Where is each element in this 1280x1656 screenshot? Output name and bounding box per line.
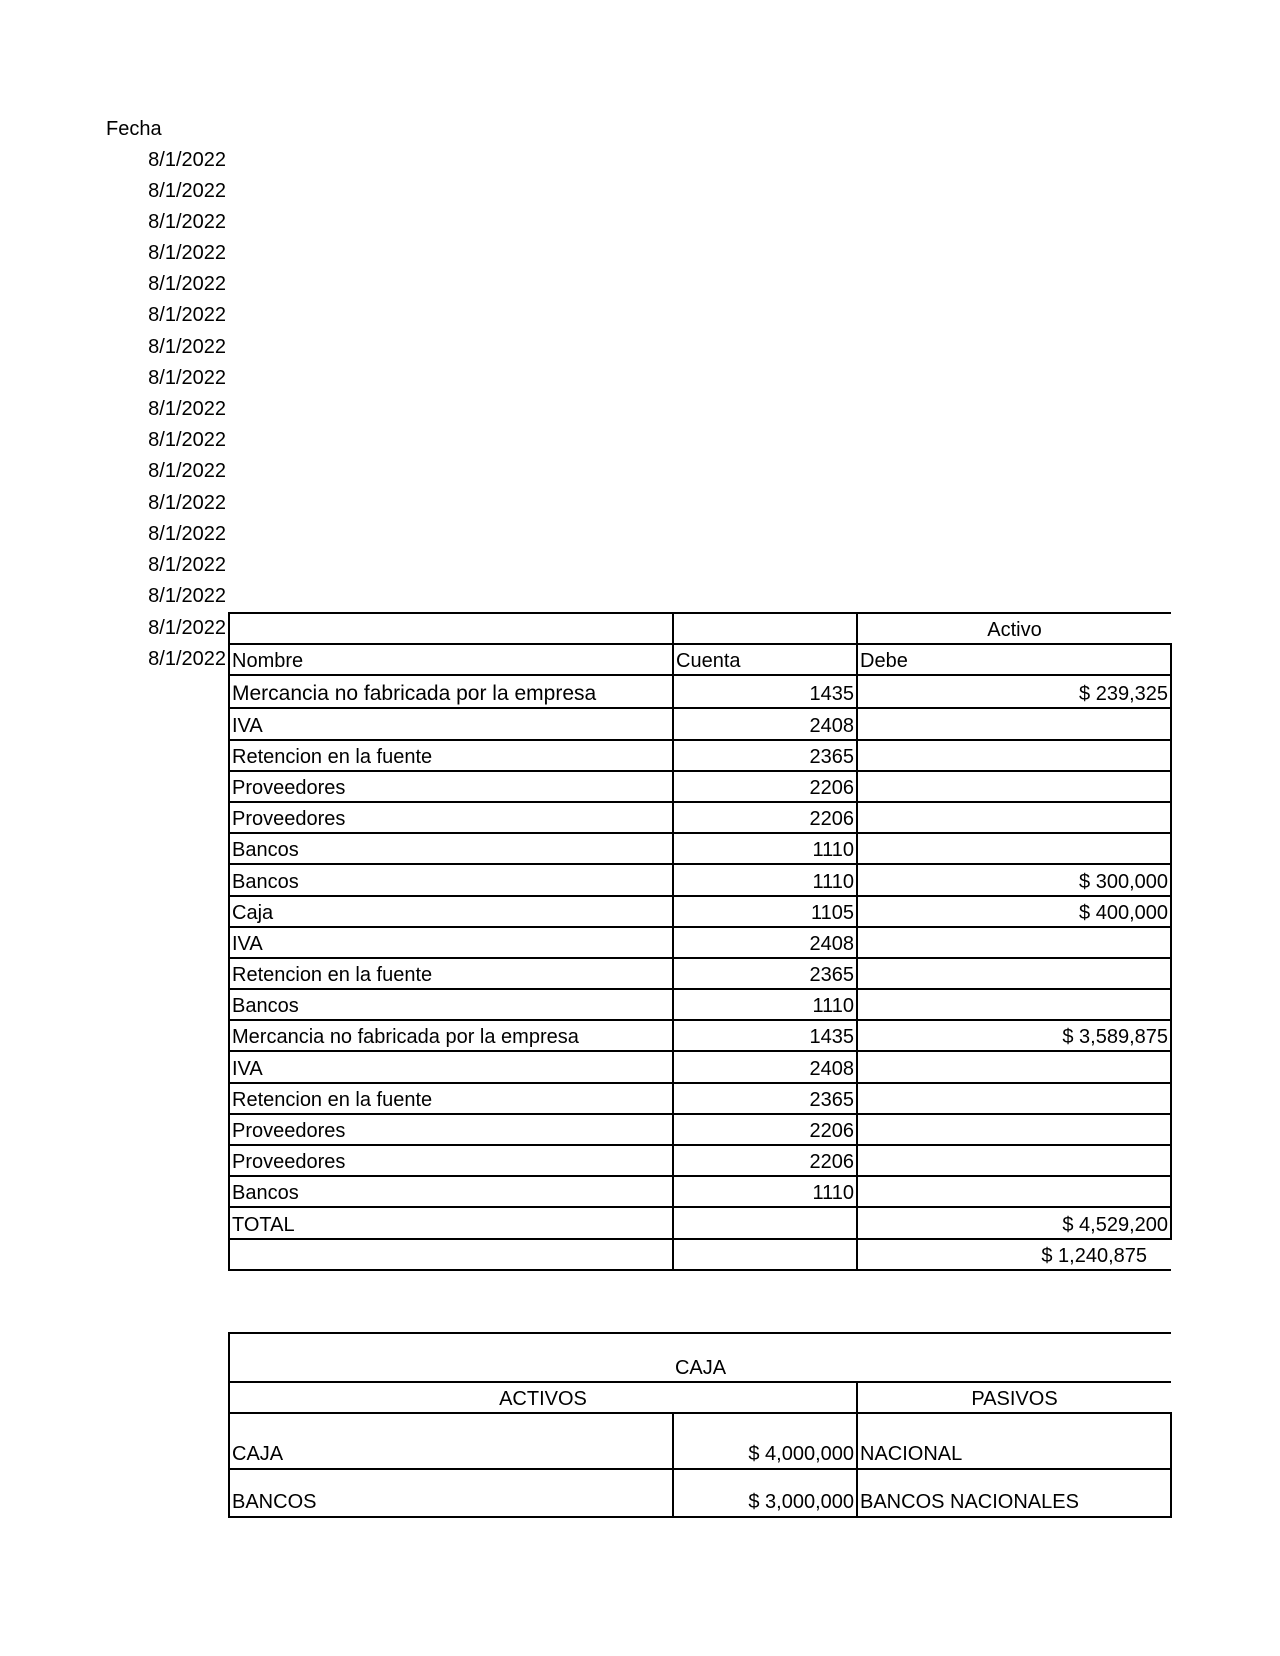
empty-cell: [673, 613, 857, 644]
activo-cell: BANCOS: [229, 1469, 673, 1517]
table-row: [229, 1145, 1171, 1176]
fecha-label: Fecha: [106, 118, 162, 140]
activo-header: Activo: [857, 613, 1171, 644]
cuenta-cell: 2408: [673, 708, 857, 739]
nombre-cell: Caja: [229, 896, 673, 927]
caja-row: [229, 1413, 1171, 1469]
debe-cell: $ 239,325: [857, 675, 1171, 708]
date-cell: 8/1/2022: [148, 242, 226, 264]
cuenta-cell: 2365: [673, 740, 857, 771]
cuenta-cell: 1435: [673, 1020, 857, 1051]
debe-cell: [857, 927, 1171, 958]
table-row: [229, 833, 1171, 864]
extra-row: [229, 1239, 1171, 1270]
date-cell: 8/1/2022: [148, 398, 226, 420]
debe-cell: [857, 1114, 1171, 1145]
activos-header: ACTIVOS: [229, 1382, 857, 1413]
table-row: [229, 989, 1171, 1020]
date-cell: 8/1/2022: [148, 460, 226, 482]
cuenta-cell: 1110: [673, 989, 857, 1020]
nombre-cell: IVA: [229, 1051, 673, 1082]
table-row: [229, 1083, 1171, 1114]
nombre-cell: Retencion en la fuente: [229, 740, 673, 771]
caja-title-row: [229, 1333, 1171, 1382]
table-row: [229, 864, 1171, 895]
table-row: [229, 1020, 1171, 1051]
caja-title: CAJA: [229, 1333, 1171, 1382]
nombre-cell: Proveedores: [229, 1114, 673, 1145]
debe-cell: [857, 802, 1171, 833]
caja-header-row: [229, 1382, 1171, 1413]
debe-cell: [857, 1145, 1171, 1176]
debe-header: Debe: [857, 644, 1171, 675]
column-header-row: [229, 644, 1171, 675]
valor-cell: $ 4,000,000: [673, 1413, 857, 1469]
journal-table: [228, 612, 1172, 1271]
debe-cell: [857, 1083, 1171, 1114]
table-row: [229, 1176, 1171, 1207]
pasivo-cell: BANCOS NACIONALES: [857, 1469, 1171, 1517]
pasivo-cell: NACIONAL: [857, 1413, 1171, 1469]
debe-cell: [857, 833, 1171, 864]
date-cell: 8/1/2022: [148, 149, 226, 171]
table-row: [229, 896, 1171, 927]
cuenta-cell: 2408: [673, 1051, 857, 1082]
date-cell: 8/1/2022: [148, 429, 226, 451]
nombre-cell: Bancos: [229, 1176, 673, 1207]
total-debe: $ 4,529,200: [857, 1207, 1171, 1238]
cuenta-cell: 2206: [673, 1114, 857, 1145]
nombre-cell: Bancos: [229, 864, 673, 895]
debe-cell: [857, 958, 1171, 989]
nombre-cell: Mercancia no fabricada por la empresa: [229, 675, 673, 708]
table-row: [229, 1114, 1171, 1145]
table-row: [229, 927, 1171, 958]
nombre-cell: Retencion en la fuente: [229, 1083, 673, 1114]
cuenta-cell: 1110: [673, 833, 857, 864]
table-row: [229, 802, 1171, 833]
nombre-cell: IVA: [229, 927, 673, 958]
empty-cell: [673, 1207, 857, 1238]
nombre-cell: Bancos: [229, 989, 673, 1020]
date-cell: 8/1/2022: [148, 211, 226, 233]
valor-cell: $ 3,000,000: [673, 1469, 857, 1517]
cuenta-header: Cuenta: [673, 644, 857, 675]
empty-cell: [229, 1239, 673, 1270]
cuenta-cell: 2408: [673, 927, 857, 958]
nombre-cell: Retencion en la fuente: [229, 958, 673, 989]
date-cell: 8/1/2022: [148, 617, 226, 639]
cuenta-cell: 2206: [673, 802, 857, 833]
nombre-cell: Proveedores: [229, 802, 673, 833]
date-cell: 8/1/2022: [148, 492, 226, 514]
nombre-cell: Proveedores: [229, 1145, 673, 1176]
date-cell: 8/1/2022: [148, 367, 226, 389]
nombre-cell: IVA: [229, 708, 673, 739]
activo-cell: CAJA: [229, 1413, 673, 1469]
table-row: [229, 958, 1171, 989]
cuenta-cell: 1110: [673, 1176, 857, 1207]
nombre-cell: Proveedores: [229, 771, 673, 802]
date-cell: 8/1/2022: [148, 304, 226, 326]
nombre-cell: Bancos: [229, 833, 673, 864]
cuenta-cell: 2206: [673, 771, 857, 802]
cuenta-cell: 2365: [673, 958, 857, 989]
cuenta-cell: 1435: [673, 675, 857, 708]
caja-table: [228, 1332, 1172, 1518]
table-row: [229, 740, 1171, 771]
date-cell: 8/1/2022: [148, 523, 226, 545]
table-row: [229, 1051, 1171, 1082]
cuenta-cell: 1105: [673, 896, 857, 927]
cuenta-cell: 1110: [673, 864, 857, 895]
date-cell: 8/1/2022: [148, 585, 226, 607]
empty-cell: [229, 613, 673, 644]
debe-cell: $ 3,589,875: [857, 1020, 1171, 1051]
cuenta-cell: 2365: [673, 1083, 857, 1114]
date-cell: 8/1/2022: [148, 554, 226, 576]
debe-cell: [857, 708, 1171, 739]
date-cell: 8/1/2022: [148, 273, 226, 295]
total-row: [229, 1207, 1171, 1238]
table-row: [229, 771, 1171, 802]
group-header-row: [229, 613, 1171, 644]
empty-cell: [673, 1239, 857, 1270]
debe-cell: [857, 771, 1171, 802]
debe-cell: [857, 989, 1171, 1020]
pasivos-header: PASIVOS: [857, 1382, 1171, 1413]
debe-cell: [857, 740, 1171, 771]
date-cell: 8/1/2022: [148, 180, 226, 202]
table-row: [229, 675, 1171, 708]
debe-cell: $ 400,000: [857, 896, 1171, 927]
date-cell: 8/1/2022: [148, 648, 226, 670]
date-cell: 8/1/2022: [148, 336, 226, 358]
debe-cell: $ 300,000: [857, 864, 1171, 895]
cuenta-cell: 2206: [673, 1145, 857, 1176]
debe-cell: [857, 1051, 1171, 1082]
extra-value: $ 1,240,875: [857, 1239, 1171, 1270]
nombre-cell: Mercancia no fabricada por la empresa: [229, 1020, 673, 1051]
total-label: TOTAL: [229, 1207, 673, 1238]
nombre-header: Nombre: [229, 644, 673, 675]
debe-cell: [857, 1176, 1171, 1207]
caja-row: [229, 1469, 1171, 1517]
table-row: [229, 708, 1171, 739]
